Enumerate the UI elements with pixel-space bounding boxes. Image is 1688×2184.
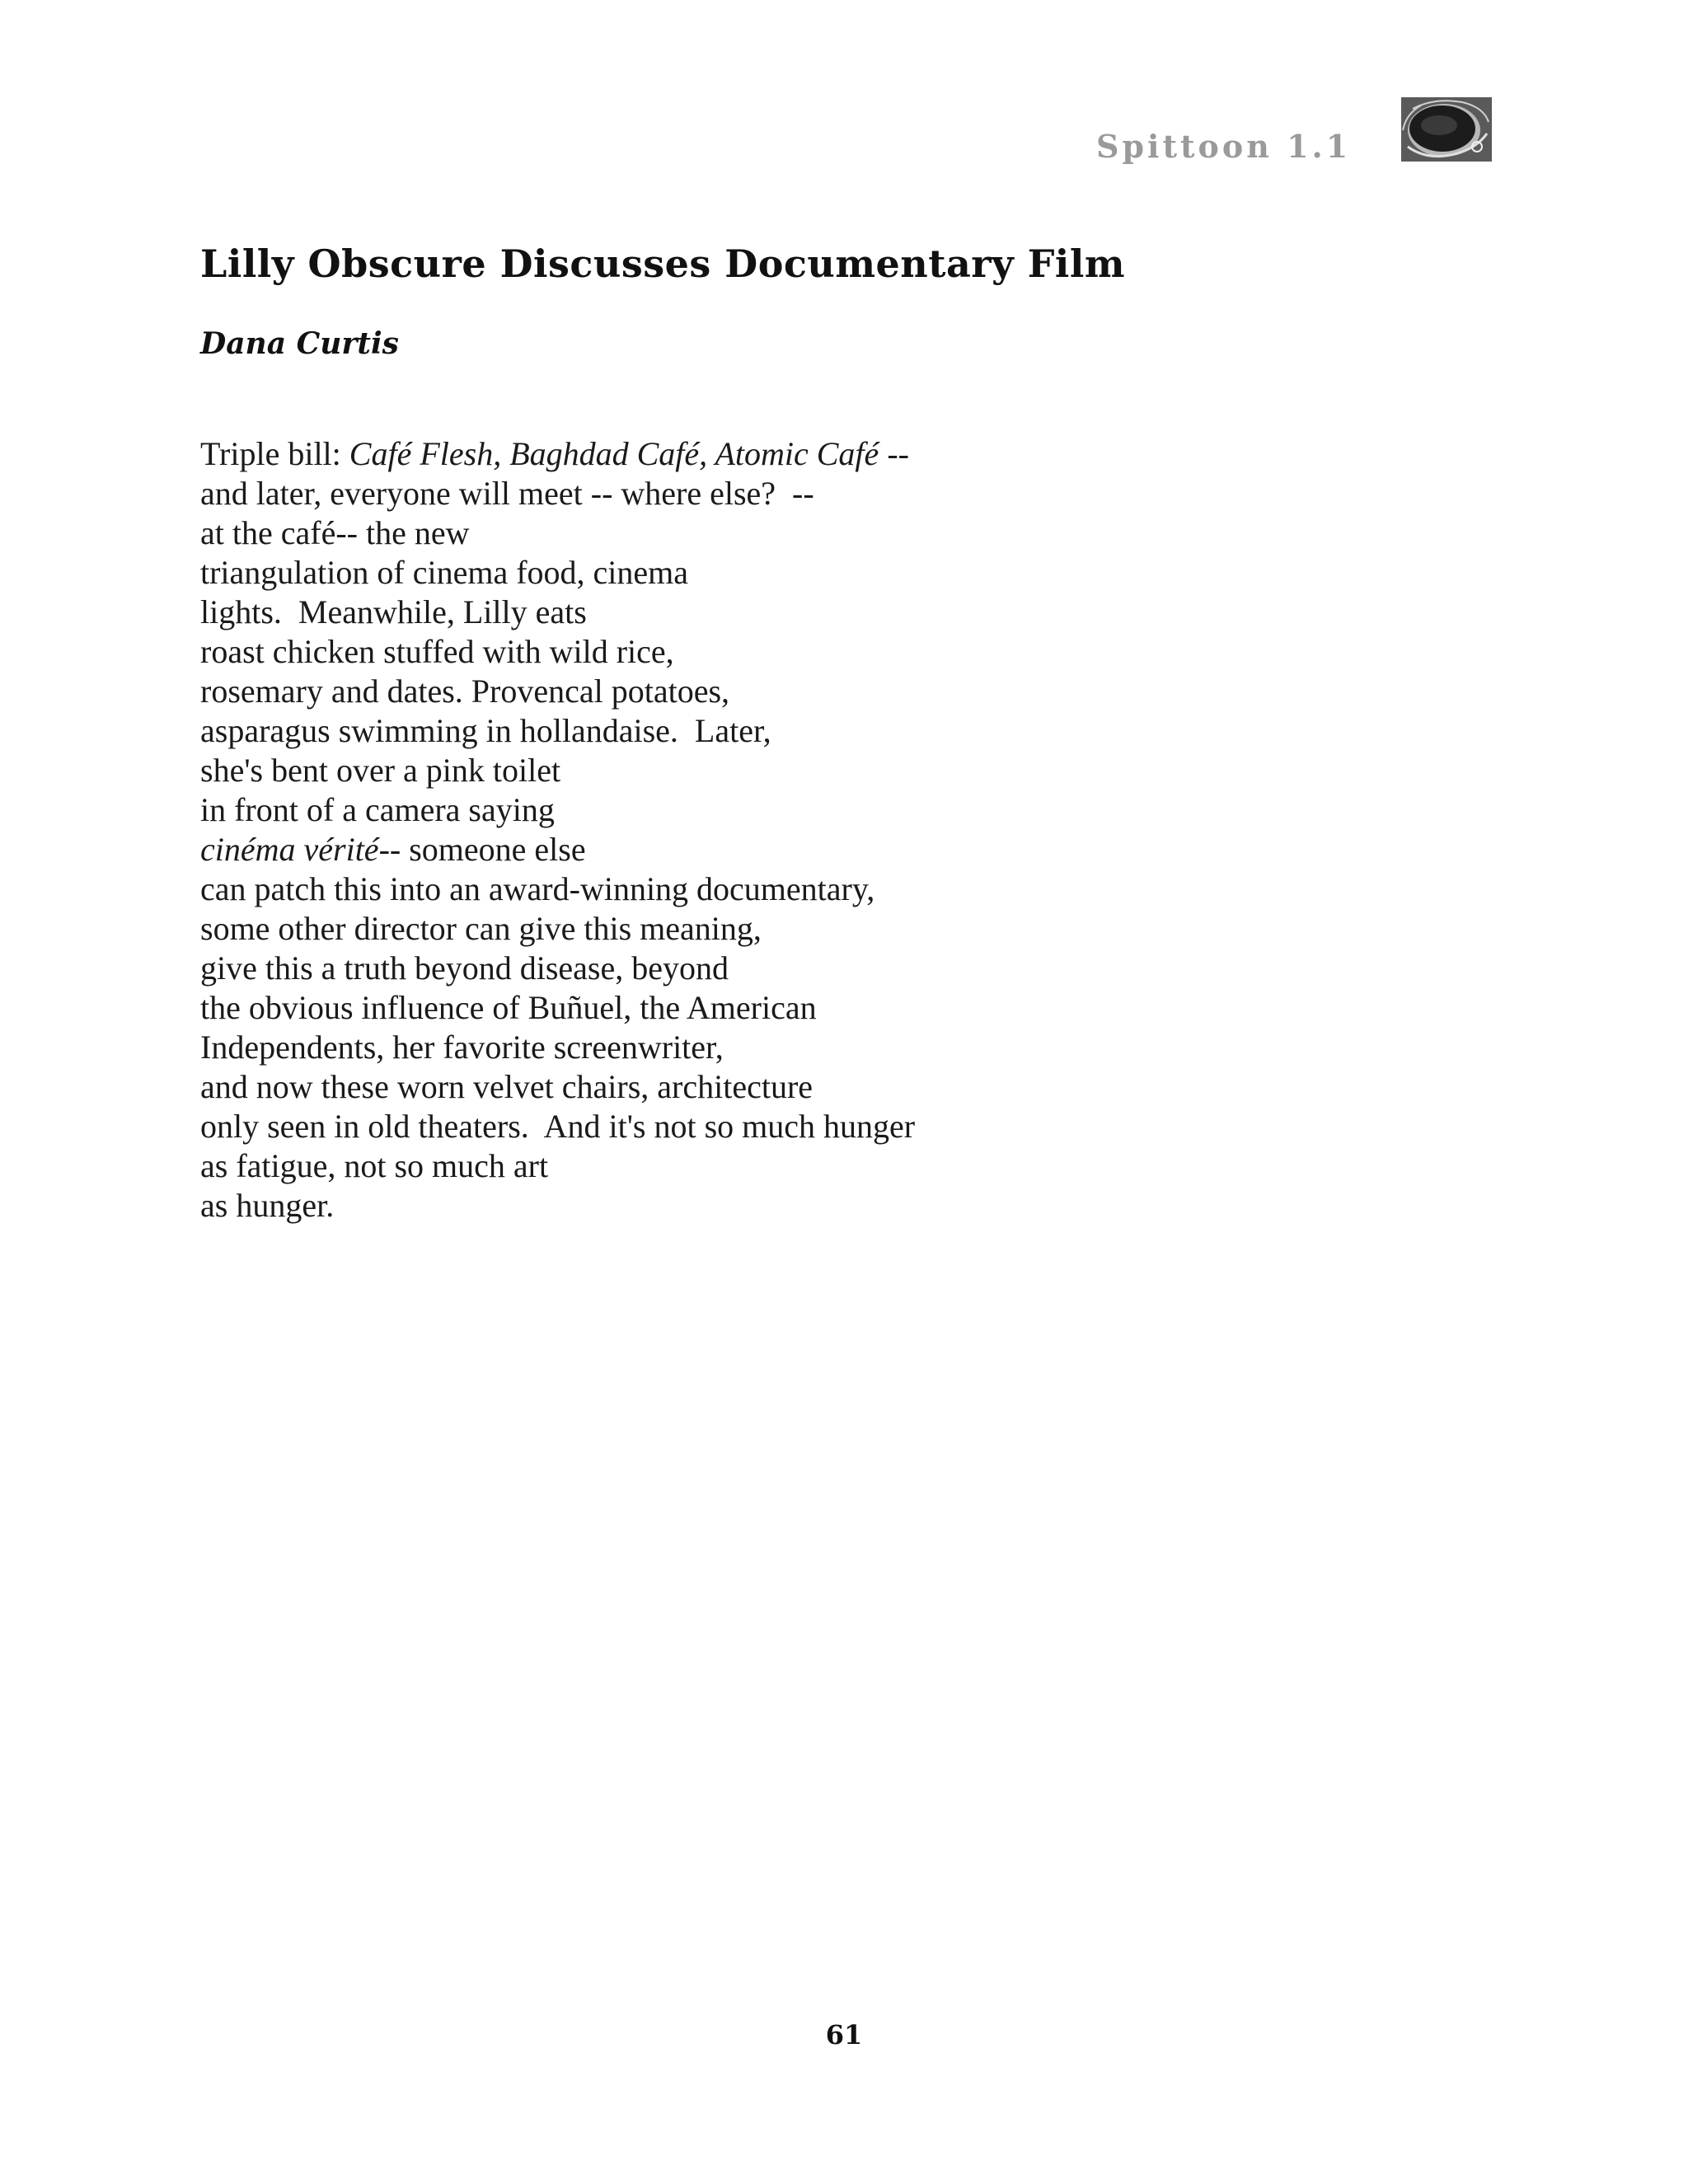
italic-phrase: cinéma vérité — [200, 831, 379, 868]
poem-line: rosemary and dates. Provencal potatoes, — [200, 673, 730, 710]
journal-name: Spittoon 1.1 — [1096, 128, 1352, 165]
poem-line: triangulation of cinema food, cinema — [200, 554, 689, 591]
poem-line: give this a truth beyond disease, beyond — [200, 949, 729, 987]
author-name: Dana Curtis — [200, 326, 399, 361]
poem-line: asparagus swimming in hollandaise. Later, — [200, 712, 771, 749]
poem-body — [200, 434, 1437, 1226]
poem-line: Triple bill: Café Flesh, Baghdad Café, Atomic Café -- — [200, 435, 909, 472]
poem-line: only seen in old theaters. And it's not so much hunger — [200, 1108, 916, 1145]
poem-line: she's bent over a pink toilet — [200, 752, 561, 789]
poem-line: roast chicken stuffed with wild rice, — [200, 633, 674, 670]
poem-line: as fatigue, not so much art — [200, 1147, 549, 1184]
poem-line: lights. Meanwhile, Lilly eats — [200, 593, 587, 630]
film-titles: Café Flesh, Baghdad Café, Atomic Café — [349, 435, 879, 472]
poem-line: cinéma vérité-- someone else — [200, 831, 586, 868]
poem-line: as hunger. — [200, 1187, 335, 1224]
poem-line: and later, everyone will meet -- where else? -- — [200, 475, 814, 512]
poem-line: and now these worn velvet chairs, architecture — [200, 1068, 814, 1105]
spittoon-logo-icon — [1401, 97, 1492, 162]
page-number: 61 — [825, 2019, 863, 2050]
poem-line: can patch this into an award-winning documentary, — [200, 870, 875, 907]
poem-line: in front of a camera saying — [200, 791, 555, 828]
poem-line: Independents, her favorite screenwriter, — [200, 1029, 724, 1066]
poem-line: at the café-- the new — [200, 514, 470, 551]
poem-line: the obvious influence of Buñuel, the American — [200, 989, 817, 1026]
poem-title: Lilly Obscure Discusses Documentary Film — [200, 241, 1126, 286]
poem-line: some other director can give this meaning, — [200, 910, 762, 947]
